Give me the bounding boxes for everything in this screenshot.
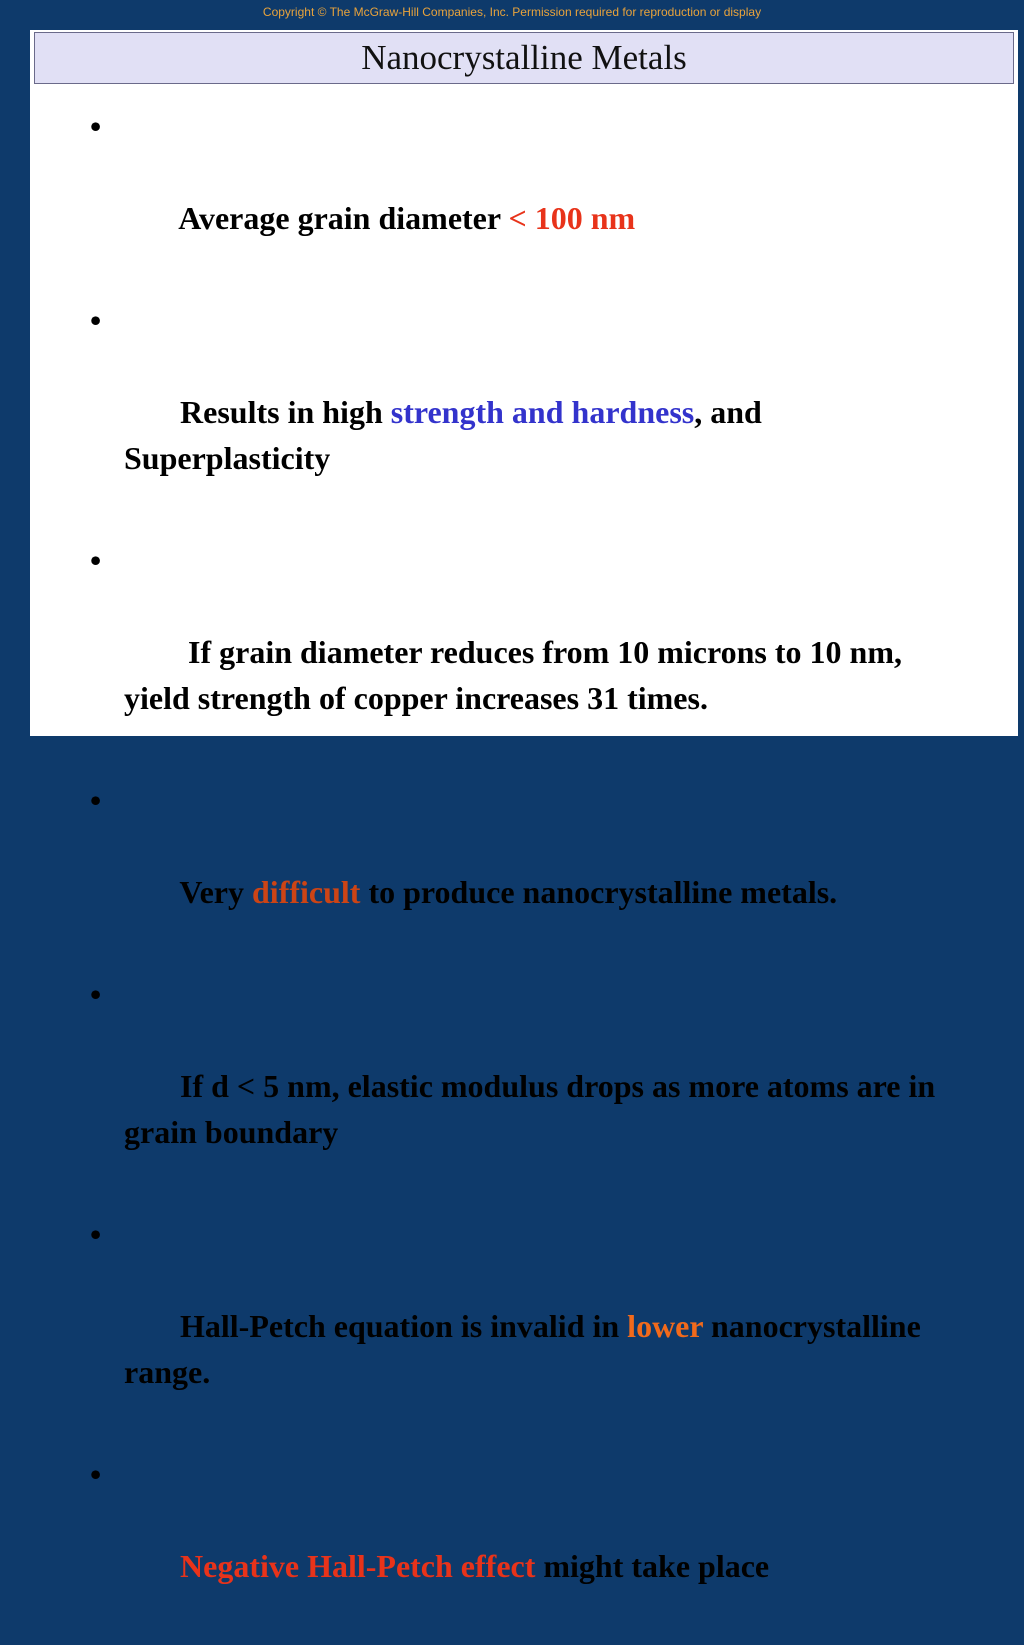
bullet-point-icon: • [90, 108, 102, 144]
highlight-text: < 100 nm [508, 200, 636, 236]
bullet-text: , and Superplasticity [124, 394, 770, 476]
bullet-item [90, 297, 974, 527]
bullet-point-icon: • [90, 782, 102, 818]
highlight-text: difficult [252, 874, 361, 910]
bullet-text: Hall-Petch equation is invalid in [172, 1308, 628, 1344]
bullet-text: Average grain diameter [172, 200, 509, 236]
title-bar [34, 32, 1014, 84]
bullet-item [90, 971, 974, 1201]
highlight-text: strength and hardness [390, 394, 695, 430]
bullet-item [90, 1211, 974, 1441]
bullet-point-icon: • [90, 1216, 102, 1252]
slide-title: Nanocrystalline Metals [361, 38, 687, 77]
bullet-text: If grain diameter reduces from 10 microns to 10 nm, yield strength of copper increases 31 times. [124, 634, 910, 716]
bullet-item [90, 1451, 974, 1635]
bullet-text: might take place [535, 1548, 770, 1584]
bullet-point-icon: • [90, 976, 102, 1012]
bullet-text: nanocrystalline range. [124, 1308, 929, 1390]
bullet-point-icon: • [90, 542, 102, 578]
bullet-point-icon: • [90, 1456, 102, 1492]
bullet-text: Very [172, 874, 252, 910]
bullet-list [90, 103, 974, 1645]
highlight-text: Negative Hall-Petch effect [172, 1548, 536, 1584]
highlight-text: lower [627, 1308, 703, 1344]
bullet-item [90, 777, 974, 961]
copyright-notice: Copyright © The McGraw-Hill Companies, Inc. Permission required for reproduction or display [262, 5, 762, 19]
slide-content [30, 30, 1018, 1584]
bullet-item [90, 103, 974, 287]
bullet-text: Results in high [172, 394, 391, 430]
bullet-point-icon: • [90, 302, 102, 338]
bullet-item [90, 537, 974, 767]
bullet-text: If d < 5 nm, elastic modulus drops as more atoms are in grain boundary [124, 1068, 944, 1150]
bullet-text: to produce nanocrystalline metals. [360, 874, 838, 910]
